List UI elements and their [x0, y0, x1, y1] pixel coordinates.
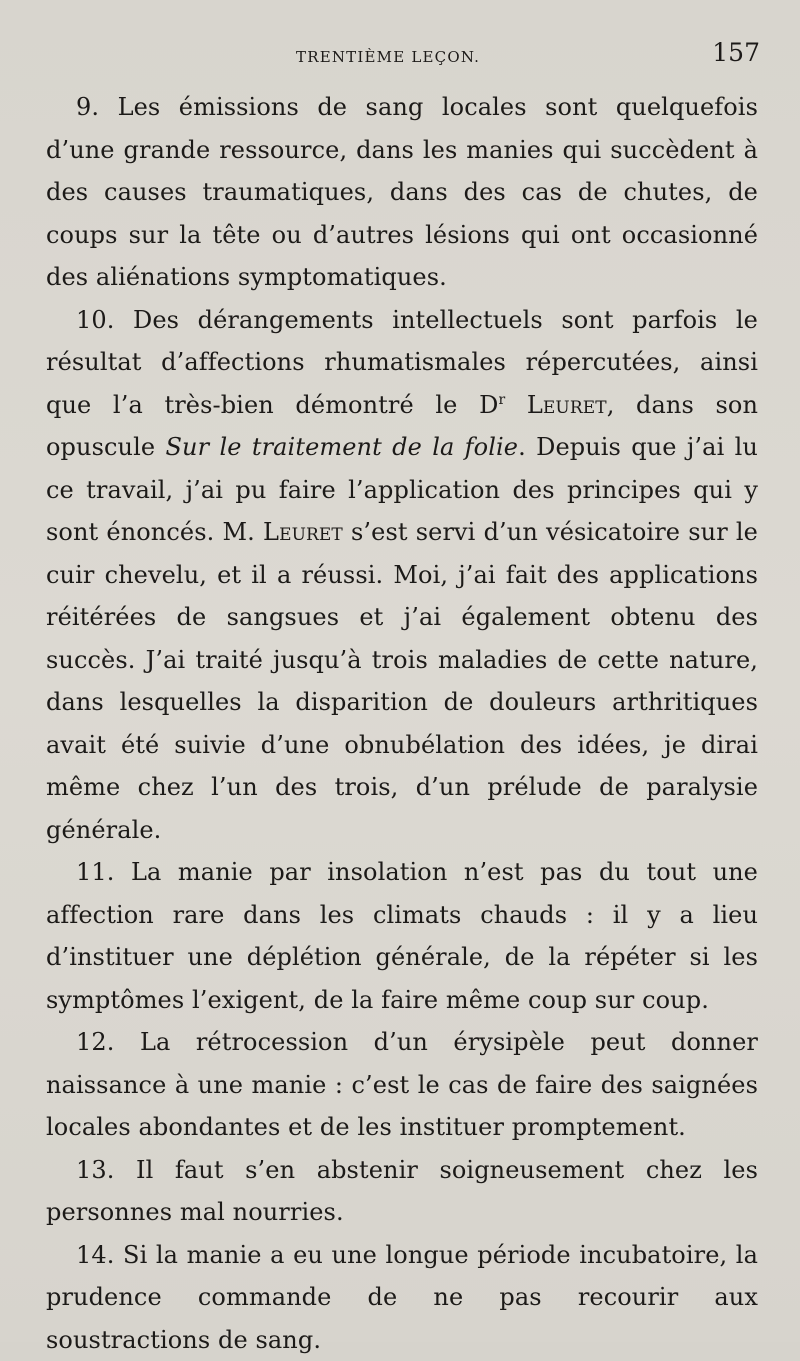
- paragraph-11: 11. La manie par insolation n’est pas du tout une affection rare dans les climats chauds : il y a lieu d’instituer une déplétion générale, de la répéter si les symptômes l’exigent, de la faire même coup sur coup.: [46, 851, 758, 1021]
- paragraph-10-part-d: s’est servi d’un vésicatoire sur le cuir chevelu, et il a réussi. Moi, j’ai fait des applications réitérées de sangsues et j’ai également obtenu des succès. J’ai traité jusqu’à trois maladies de cette nature, dans lesquelles la disparition de douleurs arthritiques avait été suivie d’une obnubélation des idées, je dirai même chez l’un des trois, d’un prélude de paralysie générale.: [46, 518, 758, 844]
- doctor-abbrev-sup: r: [498, 392, 505, 408]
- paragraph-9: 9. Les émissions de sang locales sont quelquefois d’une grande ressource, dans les manies qui succèdent à des causes traumatiques, dans des cas de chutes, de coups sur la tête ou d’autres lésions qui ont occasionné des aliénations symptomatiques.: [46, 86, 758, 299]
- paragraph-13: 13. Il faut s’en abstenir soigneusement chez les personnes mal nourries.: [46, 1149, 758, 1234]
- running-title: TRENTIÈME LEÇON.: [296, 48, 480, 66]
- author-name-leuret-2: Leuret: [263, 518, 343, 546]
- page-header: [46, 34, 758, 78]
- paragraph-10: [46, 299, 758, 852]
- paragraph-10-part-a: 10. Des dérangements intellectuels sont parfois le résultat d’affections rhumatismales répercutées, ainsi que l’a très-bien démontré le D: [46, 306, 758, 419]
- paragraph-12: 12. La rétrocession d’un érysipèle peut donner naissance à une manie : c’est le cas de faire des saignées locales abondantes et de les instituer promptement.: [46, 1021, 758, 1149]
- paragraph-10-part-c: . Depuis que j’ai lu ce travail, j’ai pu faire l’application des principes qui y sont énoncés. M.: [46, 433, 758, 546]
- paragraph-10-part-b: , dans son opuscule: [46, 391, 758, 462]
- work-title: Sur le traitement de la folie: [165, 433, 518, 461]
- page-body: [46, 86, 758, 1361]
- author-name-leuret: Leuret: [527, 391, 607, 419]
- page-number: 157: [712, 38, 760, 67]
- paragraph-14: 14. Si la manie a eu une longue période incubatoire, la prudence commande de ne pas recourir aux soustractions de sang.: [46, 1234, 758, 1361]
